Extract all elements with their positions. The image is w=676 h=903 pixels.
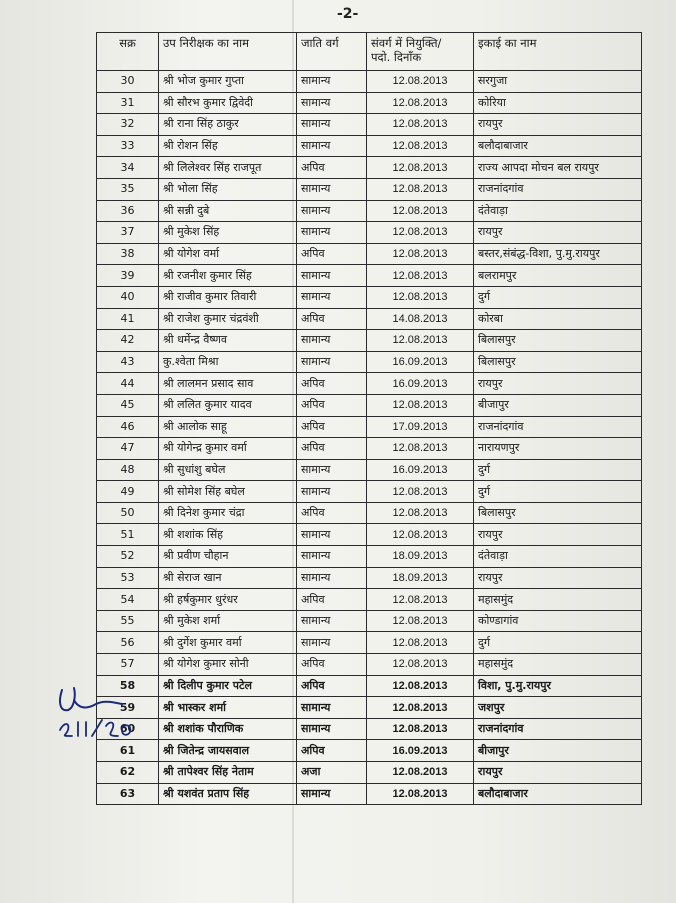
cell-category: अपिव xyxy=(297,157,367,179)
cell-date: 12.08.2013 xyxy=(367,394,474,416)
cell-date: 16.09.2013 xyxy=(367,740,474,762)
cell-unit: दंतेवाड़ा xyxy=(474,546,642,568)
cell-serial: 58 xyxy=(97,675,159,697)
cell-category: सामान्य xyxy=(297,114,367,136)
cell-category: अपिव xyxy=(297,243,367,265)
cell-category: सामान्य xyxy=(297,286,367,308)
cell-date: 12.08.2013 xyxy=(367,654,474,676)
cell-unit: बलरामपुर xyxy=(474,265,642,287)
cell-unit: बलौदाबाजार xyxy=(474,783,642,805)
cell-name: श्री राजीव कुमार तिवारी xyxy=(159,286,297,308)
cell-category: सामान्य xyxy=(297,265,367,287)
cell-category: सामान्य xyxy=(297,632,367,654)
cell-name: श्री आलोक साहू xyxy=(159,416,297,438)
cell-category: अजा xyxy=(297,762,367,784)
table-row xyxy=(97,546,642,568)
cell-category: अपिव xyxy=(297,373,367,395)
cell-name: श्री दुर्गेश कुमार वर्मा xyxy=(159,632,297,654)
table-row xyxy=(97,502,642,524)
cell-name: श्री सन्नी दुबे xyxy=(159,200,297,222)
cell-unit: राज्य आपदा मोचन बल रायपुर xyxy=(474,157,642,179)
cell-category: अपिव xyxy=(297,740,367,762)
cell-date: 12.08.2013 xyxy=(367,157,474,179)
cell-unit: बीजापुर xyxy=(474,394,642,416)
cell-category: सामान्य xyxy=(297,783,367,805)
cell-serial: 49 xyxy=(97,481,159,503)
cell-date: 18.09.2013 xyxy=(367,546,474,568)
cell-unit: दुर्ग xyxy=(474,286,642,308)
cell-category: सामान्य xyxy=(297,200,367,222)
cell-unit: दुर्ग xyxy=(474,632,642,654)
cell-unit: जशपुर xyxy=(474,697,642,719)
cell-name: श्री भोला सिंह xyxy=(159,178,297,200)
cell-name: श्री लालमन प्रसाद साव xyxy=(159,373,297,395)
cell-name: श्री यशवंत प्रताप सिंह xyxy=(159,783,297,805)
cell-date: 18.09.2013 xyxy=(367,567,474,589)
cell-date: 12.08.2013 xyxy=(367,502,474,524)
cell-date: 12.08.2013 xyxy=(367,265,474,287)
table-row xyxy=(97,351,642,373)
table-body xyxy=(97,71,642,805)
cell-serial: 30 xyxy=(97,71,159,93)
header-serial: सक्र xyxy=(97,33,159,71)
cell-serial: 31 xyxy=(97,92,159,114)
cell-serial: 54 xyxy=(97,589,159,611)
cell-name: श्री राजेश कुमार चंद्रवंशी xyxy=(159,308,297,330)
cell-serial: 46 xyxy=(97,416,159,438)
cell-serial: 55 xyxy=(97,610,159,632)
cell-serial: 37 xyxy=(97,222,159,244)
table-row xyxy=(97,481,642,503)
cell-date: 17.09.2013 xyxy=(367,416,474,438)
header-unit: इकाई का नाम xyxy=(474,33,642,71)
table-row xyxy=(97,92,642,114)
cell-unit: नारायणपुर xyxy=(474,438,642,460)
cell-category: सामान्य xyxy=(297,546,367,568)
cell-date: 12.08.2013 xyxy=(367,71,474,93)
cell-date: 12.08.2013 xyxy=(367,286,474,308)
cell-category: अपिव xyxy=(297,589,367,611)
cell-unit: बस्तर,संबंद्ध-विशा, पु.मु.रायपुर xyxy=(474,243,642,265)
cell-serial: 42 xyxy=(97,330,159,352)
cell-name: श्री राना सिंह ठाकुर xyxy=(159,114,297,136)
table-row xyxy=(97,222,642,244)
page-number: -2- xyxy=(337,6,359,22)
cell-name: श्री सौरभ कुमार द्विवेदी xyxy=(159,92,297,114)
cell-category: सामान्य xyxy=(297,481,367,503)
cell-serial: 50 xyxy=(97,502,159,524)
cell-serial: 63 xyxy=(97,783,159,805)
cell-serial: 39 xyxy=(97,265,159,287)
table-row xyxy=(97,783,642,805)
cell-serial: 52 xyxy=(97,546,159,568)
cell-unit: बीजापुर xyxy=(474,740,642,762)
cell-name: श्री लिलेश्वर सिंह राजपूत xyxy=(159,157,297,179)
cell-unit: विशा, पु.मु.रायपुर xyxy=(474,675,642,697)
cell-category: अपिव xyxy=(297,438,367,460)
cell-name: कु.श्वेता मिश्रा xyxy=(159,351,297,373)
cell-serial: 51 xyxy=(97,524,159,546)
cell-unit: रायपुर xyxy=(474,222,642,244)
table-row xyxy=(97,200,642,222)
cell-unit: बिलासपुर xyxy=(474,330,642,352)
cell-unit: रायपुर xyxy=(474,524,642,546)
cell-name: श्री मुकेश सिंह xyxy=(159,222,297,244)
cell-date: 12.08.2013 xyxy=(367,783,474,805)
table-row xyxy=(97,71,642,93)
cell-name: श्री सोमेश सिंह बघेल xyxy=(159,481,297,503)
cell-serial: 34 xyxy=(97,157,159,179)
cell-serial: 45 xyxy=(97,394,159,416)
table-row xyxy=(97,308,642,330)
handwritten-signature xyxy=(52,682,162,742)
cell-date: 12.08.2013 xyxy=(367,114,474,136)
cell-date: 12.08.2013 xyxy=(367,243,474,265)
cell-unit: महासमुंद xyxy=(474,589,642,611)
cell-category: अपिव xyxy=(297,416,367,438)
table-row xyxy=(97,330,642,352)
cell-category: अपिव xyxy=(297,675,367,697)
header-category: जाति वर्ग xyxy=(297,33,367,71)
cell-category: सामान्य xyxy=(297,351,367,373)
header-date-line1: संवर्ग में नियुक्ति/ xyxy=(371,36,442,50)
officers-table xyxy=(96,32,642,805)
table-row xyxy=(97,178,642,200)
cell-date: 12.08.2013 xyxy=(367,135,474,157)
cell-date: 14.08.2013 xyxy=(367,308,474,330)
table-row xyxy=(97,416,642,438)
cell-name: श्री धर्मेन्द्र वैष्णव xyxy=(159,330,297,352)
header-name: उप निरीक्षक का नाम xyxy=(159,33,297,71)
table-row xyxy=(97,632,642,654)
cell-name: श्री हर्षकुमार धुरंधर xyxy=(159,589,297,611)
cell-unit: महासमुंद xyxy=(474,654,642,676)
cell-name: श्री दिलीप कुमार पटेल xyxy=(159,675,297,697)
table-row xyxy=(97,740,642,762)
cell-unit: दुर्ग xyxy=(474,481,642,503)
cell-serial: 60 xyxy=(97,718,159,740)
cell-date: 12.08.2013 xyxy=(367,697,474,719)
cell-date: 12.08.2013 xyxy=(367,438,474,460)
table-row xyxy=(97,438,642,460)
cell-serial: 41 xyxy=(97,308,159,330)
cell-date: 12.08.2013 xyxy=(367,222,474,244)
cell-name: श्री शशांक पौराणिक xyxy=(159,718,297,740)
cell-date: 12.08.2013 xyxy=(367,92,474,114)
cell-serial: 40 xyxy=(97,286,159,308)
cell-unit: बिलासपुर xyxy=(474,351,642,373)
cell-serial: 48 xyxy=(97,459,159,481)
table-row xyxy=(97,718,642,740)
cell-date: 12.08.2013 xyxy=(367,675,474,697)
cell-unit: राजनांदगांव xyxy=(474,718,642,740)
cell-serial: 56 xyxy=(97,632,159,654)
cell-date: 12.08.2013 xyxy=(367,589,474,611)
cell-unit: राजनांदगांव xyxy=(474,178,642,200)
cell-name: श्री जितेन्द्र जायसवाल xyxy=(159,740,297,762)
cell-date: 12.08.2013 xyxy=(367,200,474,222)
cell-date: 12.08.2013 xyxy=(367,718,474,740)
cell-unit: राजनांदगांव xyxy=(474,416,642,438)
table-row xyxy=(97,243,642,265)
cell-unit: रायपुर xyxy=(474,567,642,589)
cell-serial: 44 xyxy=(97,373,159,395)
cell-unit: दंतेवाड़ा xyxy=(474,200,642,222)
cell-name: श्री शशांक सिंह xyxy=(159,524,297,546)
cell-category: सामान्य xyxy=(297,330,367,352)
cell-name: श्री मुकेश शर्मा xyxy=(159,610,297,632)
table-row xyxy=(97,157,642,179)
cell-date: 12.08.2013 xyxy=(367,524,474,546)
cell-category: अपिव xyxy=(297,308,367,330)
table-row xyxy=(97,654,642,676)
cell-name: श्री भोज कुमार गुप्ता xyxy=(159,71,297,93)
cell-category: सामान्य xyxy=(297,135,367,157)
cell-date: 16.09.2013 xyxy=(367,351,474,373)
cell-serial: 61 xyxy=(97,740,159,762)
cell-category: सामान्य xyxy=(297,718,367,740)
cell-serial: 47 xyxy=(97,438,159,460)
cell-unit: रायपुर xyxy=(474,373,642,395)
cell-name: श्री रोशन सिंह xyxy=(159,135,297,157)
cell-category: सामान्य xyxy=(297,92,367,114)
cell-date: 12.08.2013 xyxy=(367,610,474,632)
header-date-line2: पदो. दिनाँक xyxy=(371,50,422,64)
table-row xyxy=(97,135,642,157)
cell-unit: बलौदाबाजार xyxy=(474,135,642,157)
cell-category: सामान्य xyxy=(297,524,367,546)
cell-category: अपिव xyxy=(297,502,367,524)
cell-unit: कोरबा xyxy=(474,308,642,330)
cell-serial: 35 xyxy=(97,178,159,200)
cell-serial: 32 xyxy=(97,114,159,136)
table-row xyxy=(97,265,642,287)
cell-serial: 38 xyxy=(97,243,159,265)
table-row xyxy=(97,524,642,546)
table-row xyxy=(97,697,642,719)
cell-name: श्री रजनीश कुमार सिंह xyxy=(159,265,297,287)
cell-category: सामान्य xyxy=(297,697,367,719)
cell-category: सामान्य xyxy=(297,178,367,200)
cell-unit: रायपुर xyxy=(474,762,642,784)
cell-date: 12.08.2013 xyxy=(367,178,474,200)
cell-name: श्री प्रवीण चौहान xyxy=(159,546,297,568)
table-row xyxy=(97,675,642,697)
table-row xyxy=(97,394,642,416)
cell-serial: 62 xyxy=(97,762,159,784)
cell-date: 12.08.2013 xyxy=(367,632,474,654)
cell-category: अपिव xyxy=(297,394,367,416)
cell-name: श्री दिनेश कुमार चंद्रा xyxy=(159,502,297,524)
cell-name: श्री सेराज खान xyxy=(159,567,297,589)
cell-name: श्री योगेश कुमार सोनी xyxy=(159,654,297,676)
table-row xyxy=(97,114,642,136)
cell-name: श्री भास्कर शर्मा xyxy=(159,697,297,719)
cell-date: 16.09.2013 xyxy=(367,373,474,395)
cell-category: अपिव xyxy=(297,654,367,676)
table-row xyxy=(97,762,642,784)
cell-unit: बिलासपुर xyxy=(474,502,642,524)
cell-category: सामान्य xyxy=(297,567,367,589)
cell-date: 12.08.2013 xyxy=(367,762,474,784)
cell-category: सामान्य xyxy=(297,71,367,93)
cell-unit: रायपुर xyxy=(474,114,642,136)
cell-category: सामान्य xyxy=(297,610,367,632)
cell-category: सामान्य xyxy=(297,459,367,481)
cell-unit: कोण्डागांव xyxy=(474,610,642,632)
cell-category: सामान्य xyxy=(297,222,367,244)
table-row xyxy=(97,459,642,481)
cell-serial: 43 xyxy=(97,351,159,373)
cell-name: श्री तापेश्वर सिंह नेताम xyxy=(159,762,297,784)
cell-name: श्री ललित कुमार यादव xyxy=(159,394,297,416)
table-row xyxy=(97,589,642,611)
cell-name: श्री योगेन्द्र कुमार वर्मा xyxy=(159,438,297,460)
cell-serial: 59 xyxy=(97,697,159,719)
cell-unit: सरगुजा xyxy=(474,71,642,93)
cell-name: श्री सुधांशु बघेल xyxy=(159,459,297,481)
cell-unit: कोरिया xyxy=(474,92,642,114)
cell-date: 12.08.2013 xyxy=(367,330,474,352)
cell-serial: 53 xyxy=(97,567,159,589)
cell-serial: 57 xyxy=(97,654,159,676)
table-row xyxy=(97,567,642,589)
table-row xyxy=(97,286,642,308)
cell-serial: 33 xyxy=(97,135,159,157)
cell-date: 12.08.2013 xyxy=(367,481,474,503)
cell-name: श्री योगेश वर्मा xyxy=(159,243,297,265)
header-date xyxy=(367,33,474,71)
cell-date: 16.09.2013 xyxy=(367,459,474,481)
table-header xyxy=(97,33,642,71)
table-row xyxy=(97,373,642,395)
table-row xyxy=(97,610,642,632)
cell-unit: दुर्ग xyxy=(474,459,642,481)
cell-serial: 36 xyxy=(97,200,159,222)
